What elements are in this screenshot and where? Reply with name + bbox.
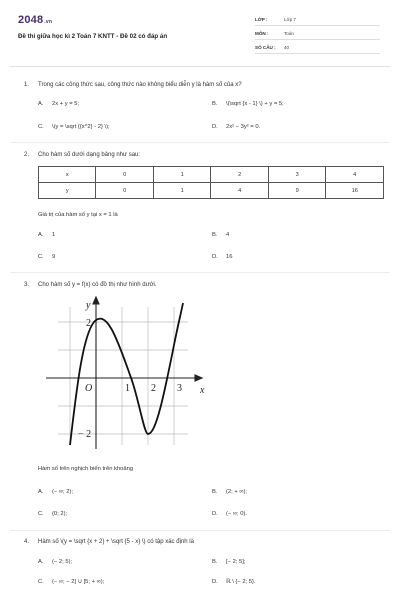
q4-option-a[interactable]: A. (− 2; 5);	[38, 559, 73, 565]
question-3-text: Cho hàm số y = f(x) có đồ thị như hình dưới.	[38, 282, 157, 288]
tick-label-y-minus-2: − 2	[78, 429, 92, 440]
table-row-y: y 0 1 4 9 16	[39, 183, 384, 199]
question-3-subtext: Hàm số trên nghịch biến trên khoảng	[38, 466, 134, 472]
q3-option-d[interactable]: D. (− ∞; 0).	[212, 511, 248, 517]
q2-option-d[interactable]: D. 16	[212, 254, 233, 260]
q3-option-c[interactable]: C. (0; 2);	[38, 511, 68, 517]
site-logo[interactable]: 2048.vn	[18, 14, 53, 26]
tick-label-x-3: 3	[177, 383, 182, 394]
x-axis-label: x	[200, 385, 205, 396]
meta-subject: MÔN : Toán	[255, 29, 380, 40]
q4-option-b[interactable]: B. [− 2; 5];	[212, 559, 246, 565]
q2-option-b[interactable]: B. 4	[212, 232, 230, 238]
question-1-text: Trong các công thức sau, công thức nào không biểu diễn y là hàm số của x?	[38, 82, 242, 88]
header-divider	[10, 66, 390, 67]
q1-option-d[interactable]: D. 2x² − 3y² = 0.	[212, 124, 261, 130]
exam-title: Đề thi giữa học kì 2 Toán 7 KNTT - Đề 02 có đáp án	[18, 33, 168, 40]
q1-option-a[interactable]: A. 2x + y = 5;	[38, 101, 80, 107]
tick-label-x-2: 2	[151, 383, 156, 394]
divider	[10, 530, 390, 531]
q1-option-b[interactable]: B. \(\sqrt {x - 1} \) + y = 5;	[212, 101, 284, 107]
question-2-text: Cho hàm số dưới dạng bảng như sau:	[38, 152, 141, 158]
meta-question-count: SỐ CÂU : 40	[255, 43, 380, 54]
document-header	[0, 0, 400, 60]
q1-option-c[interactable]: C. \(y = \sqrt {{x^2} - 2} \);	[38, 124, 110, 130]
q2-option-c[interactable]: C. 9	[38, 254, 56, 260]
question-4-text: Hàm số \(y = \sqrt {x + 2} + \sqrt {5 - x} \) có tập xác định là	[38, 539, 194, 545]
tick-label-x-1: 1	[125, 383, 130, 394]
q2-option-a[interactable]: A. 1	[38, 232, 56, 238]
origin-label: O	[85, 383, 93, 394]
question-2-subtext: Giá trị của hàm số y tại x = 1 là	[38, 212, 118, 218]
q4-option-c[interactable]: C. (− ∞; − 2] ∪ [5; + ∞);	[38, 579, 105, 585]
function-graph	[38, 295, 208, 457]
q3-option-a[interactable]: A. (− ∞; 2);	[38, 489, 74, 495]
meta-class: LỚP : Lớp 7	[255, 15, 380, 26]
value-table	[38, 166, 384, 199]
q4-option-d[interactable]: D. ℝ \ {− 2; 5}.	[212, 579, 256, 585]
divider	[10, 142, 390, 143]
tick-label-y-2: 2	[86, 318, 91, 329]
q3-option-b[interactable]: B. (2; + ∞);	[212, 489, 248, 495]
y-axis-label: y	[86, 300, 91, 311]
table-row-x: x 0 1 2 3 4	[39, 167, 384, 183]
divider	[10, 272, 390, 273]
